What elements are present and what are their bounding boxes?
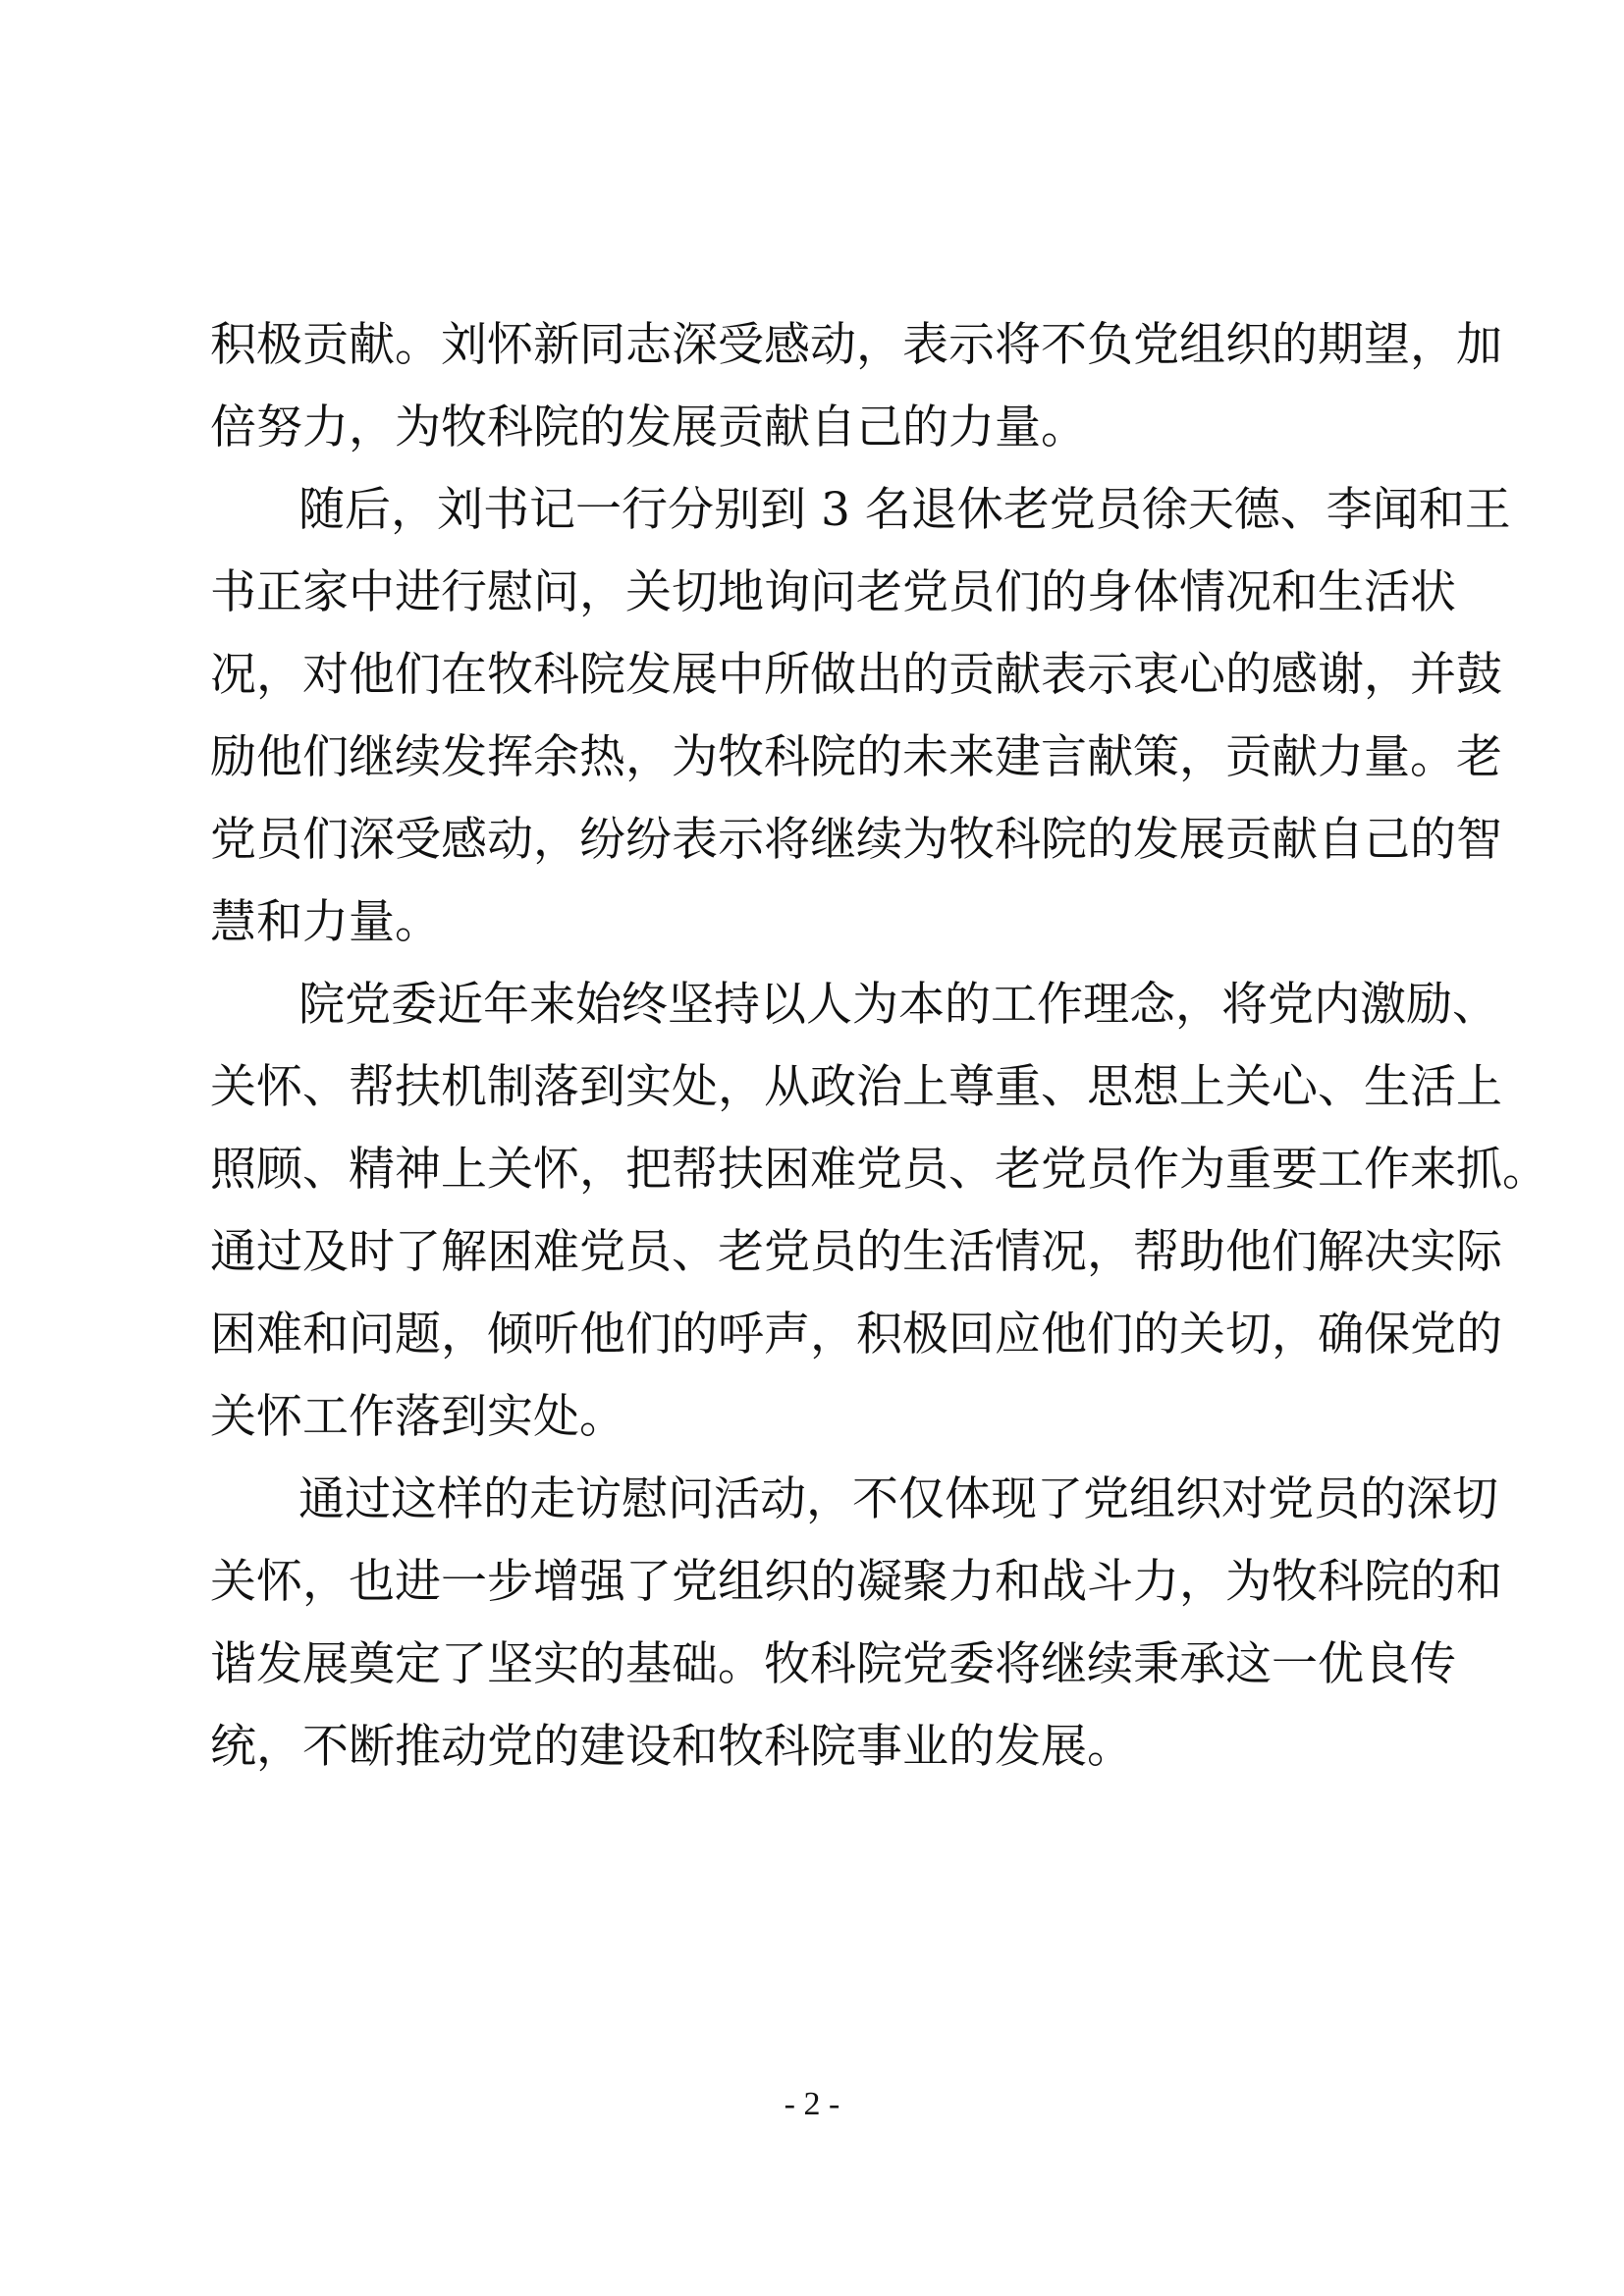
text-line: 励他们继续发挥余热，为牧科院的未来建言献策，贡献力量。老 xyxy=(210,730,1502,784)
text-line: 积极贡献。刘怀新同志深受感动，表示将不负党组织的期望，加 xyxy=(210,318,1502,372)
text-line: 慧和力量。 xyxy=(210,895,441,949)
paragraph-first-line: 随后，刘书记一行分别到 3 名退休老党员徐天德、李闻和王 xyxy=(298,483,1511,537)
text-line: 谐发展奠定了坚实的基础。牧科院党委将继续秉承这一优良传 xyxy=(210,1637,1456,1691)
body-text xyxy=(210,304,1548,1789)
text-line: 照顾、精神上关怀，把帮扶困难党员、老党员作为重要工作来抓。 xyxy=(210,1143,1548,1197)
text-line: 通过及时了解困难党员、老党员的生活情况，帮助他们解决实际 xyxy=(210,1225,1502,1279)
text-line: 关怀、帮扶机制落到实处，从政治上尊重、思想上关心、生活上 xyxy=(210,1060,1502,1114)
page-number: - 2 - xyxy=(784,2086,840,2122)
text-line: 倍努力，为牧科院的发展贡献自己的力量。 xyxy=(210,400,1087,454)
text-line: 书正家中进行慰问，关切地询问老党员们的身体情况和生活状 xyxy=(210,565,1456,619)
text-line: 统，不断推动党的建设和牧科院事业的发展。 xyxy=(210,1720,1133,1774)
text-line: 困难和问题，倾听他们的呼声，积极回应他们的关切，确保党的 xyxy=(210,1308,1502,1362)
text-line: 党员们深受感动，纷纷表示将继续为牧科院的发展贡献自己的智 xyxy=(210,813,1502,867)
text-line: 况，对他们在牧科院发展中所做出的贡献表示衷心的感谢，并鼓 xyxy=(210,648,1502,702)
text-line: 关怀，也进一步增强了党组织的凝聚力和战斗力，为牧科院的和 xyxy=(210,1555,1502,1609)
text-line: 关怀工作落到实处。 xyxy=(210,1390,625,1444)
paragraph-first-line: 通过这样的走访慰问活动，不仅体现了党组织对党员的深切 xyxy=(298,1472,1498,1526)
paragraph-first-line: 院党委近年来始终坚持以人为本的工作理念，将党内激励、 xyxy=(298,978,1498,1032)
